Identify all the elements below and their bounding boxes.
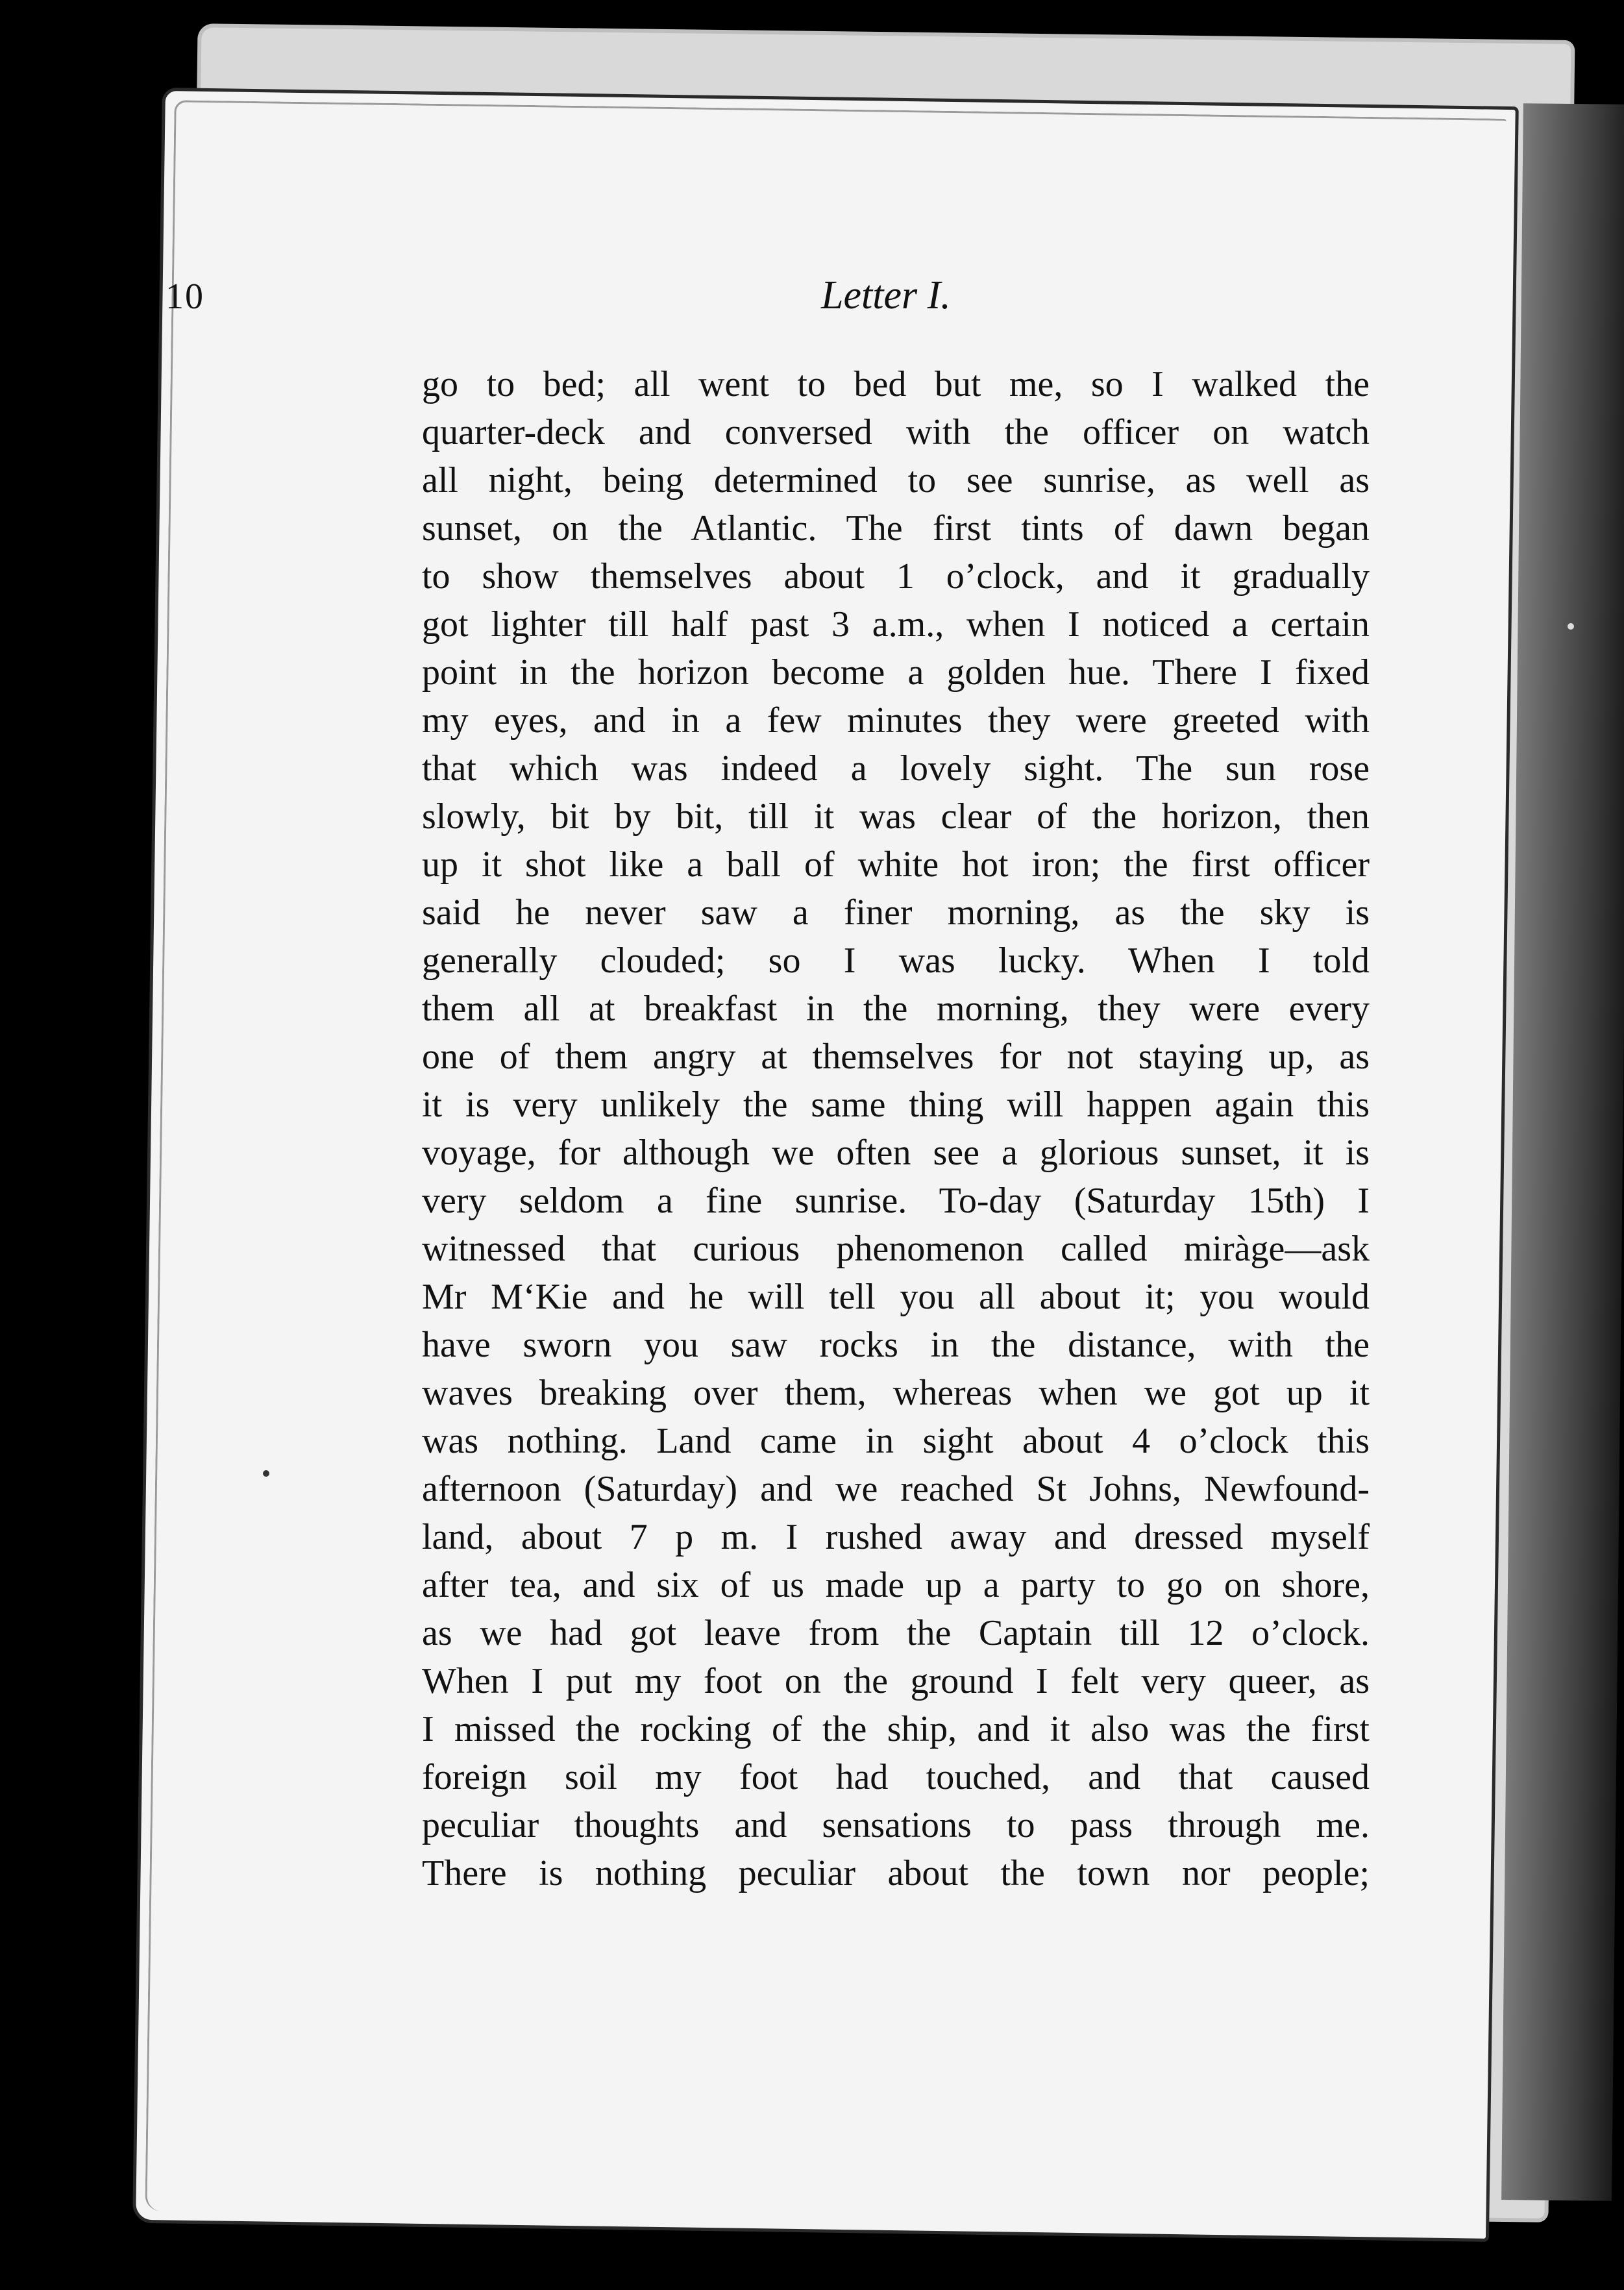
text-line: waves breaking over them, whereas when we got up it	[422, 1373, 1370, 1413]
text-line: got lighter till half past 3 a.m., when I noticed a certain	[422, 604, 1370, 645]
text-line: very seldom a fine sunrise. To-day (Saturday 15th) I	[422, 1181, 1370, 1221]
text-line: my eyes, and in a few minutes they were greeted with	[422, 700, 1370, 741]
text-line: When I put my foot on the ground I felt very queer, as	[422, 1661, 1370, 1701]
text-line: There is nothing peculiar about the town nor people;	[422, 1853, 1370, 1893]
text-line: go to bed; all went to bed but me, so I walked the	[422, 364, 1370, 404]
text-line: to show themselves about 1 o’clock, and it gradually	[422, 556, 1370, 597]
text-line: I missed the rocking of the ship, and it also was the first	[422, 1709, 1370, 1749]
text-line: foreign soil my foot had touched, and that caused	[422, 1757, 1370, 1797]
running-head: Letter I.	[821, 273, 951, 317]
scan-speck	[263, 1470, 269, 1477]
text-line: peculiar thoughts and sensations to pass through me.	[422, 1805, 1370, 1845]
text-line: witnessed that curious phenomenon called miràge—ask	[422, 1229, 1370, 1269]
text-line: sunset, on the Atlantic. The first tints of dawn began	[422, 508, 1370, 548]
text-line: after tea, and six of us made up a party to go on shore,	[422, 1565, 1370, 1605]
text-line: slowly, bit by bit, till it was clear of the horizon, then	[422, 796, 1370, 837]
book-edge-shadow	[1501, 103, 1624, 2201]
text-line: was nothing. Land came in sight about 4 o’clock this	[422, 1421, 1370, 1461]
text-line: voyage, for although we often see a glorious sunset, it is	[422, 1133, 1370, 1173]
scan-speck	[1568, 623, 1574, 630]
page-number: 10	[166, 277, 204, 317]
text-line: Mr M‘Kie and he will tell you all about it; you would	[422, 1277, 1370, 1317]
text-line: land, about 7 p m. I rushed away and dressed myself	[422, 1517, 1370, 1557]
text-line: point in the horizon become a golden hue. There I fixed	[422, 652, 1370, 693]
text-line: them all at breakfast in the morning, they were every	[422, 989, 1370, 1029]
text-line: that which was indeed a lovely sight. The sun rose	[422, 748, 1370, 789]
text-line: it is very unlikely the same thing will happen again this	[422, 1085, 1370, 1125]
text-line: all night, being determined to see sunrise, as well as	[422, 460, 1370, 500]
body-text	[422, 360, 1370, 1897]
text-line: said he never saw a finer morning, as the sky is	[422, 893, 1370, 933]
text-line: one of them angry at themselves for not staying up, as	[422, 1037, 1370, 1077]
text-line: up it shot like a ball of white hot iron; the first officer	[422, 844, 1370, 885]
text-line: afternoon (Saturday) and we reached St Johns, Newfound-	[422, 1469, 1370, 1509]
text-line: as we had got leave from the Captain till 12 o’clock.	[422, 1613, 1370, 1653]
text-line: have sworn you saw rocks in the distance, with the	[422, 1325, 1370, 1365]
text-line: generally clouded; so I was lucky. When I told	[422, 941, 1370, 981]
text-line: quarter-deck and conversed with the officer on watch	[422, 412, 1370, 452]
